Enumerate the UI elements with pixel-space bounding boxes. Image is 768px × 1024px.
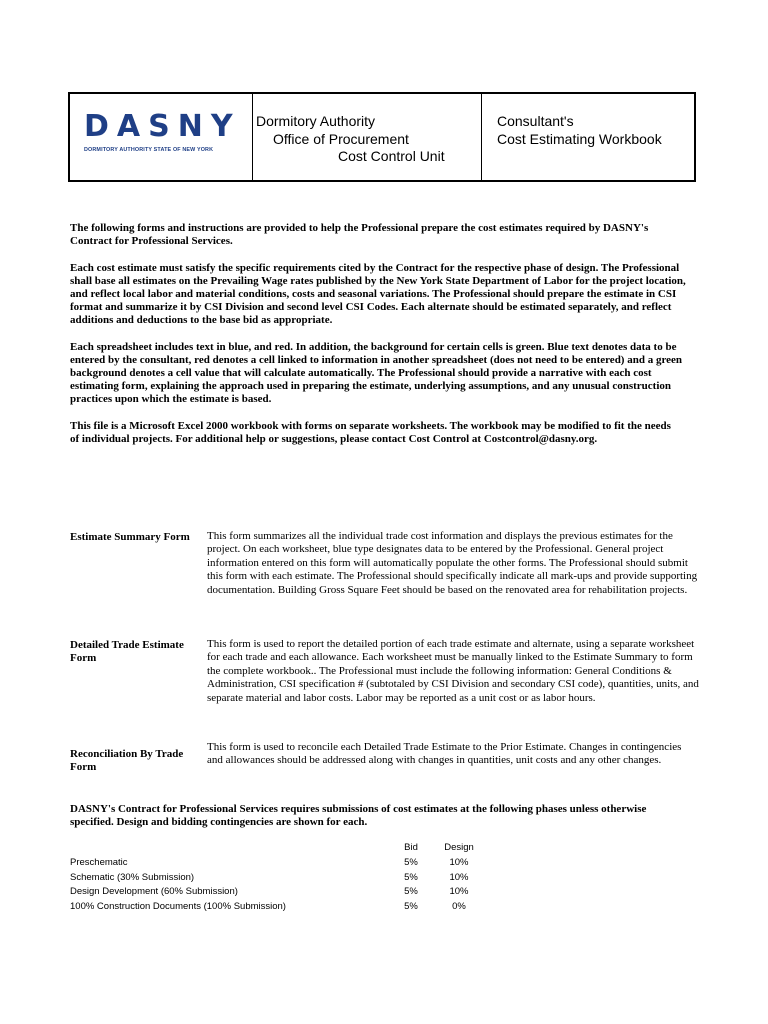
org-line-3: Cost Control Unit bbox=[338, 148, 445, 164]
intro-text-2: Each cost estimate must satisfy the specific requirements cited by the Contract for the respective phase of design. The Professional shall base all estimates on the Prevailing Wage rates published by the New York State Department of Labor for the project location, and reflect local labor and material conditions, costs and seasonal variations. The Professional should prepare the estimate in CSI format and summarize it by CSI Division and second level CSI Codes. Each alternate should be estimated separately, and reflect additions and deductions to the base bid as appropriate. bbox=[70, 262, 686, 326]
intro-paragraph-1 bbox=[70, 222, 690, 248]
phase-name: 100% Construction Documents (100% Submission) bbox=[70, 901, 286, 912]
logo-subtitle: DORMITORY AUTHORITY STATE OF NEW YORK bbox=[84, 147, 214, 153]
form-desc-detailed-trade: This form is used to report the detailed portion of each trade estimate and alternate, using a separate worksheet for each trade and each allowance. Each worksheet must be manually linked to the Estimate Summary to form the complete workbook.. The Professional must include the following information: General Conditions & Administration, CSI specification # (subtotaled by CSI Division and secondary CSI code), quantities, units, and separate material and labor costs. Labor may be reported as a unit cost or as labor hours. bbox=[207, 638, 699, 704]
phase-name: Preschematic bbox=[70, 857, 128, 868]
phase-design: 0% bbox=[452, 901, 466, 912]
intro-text-1: The following forms and instructions are provided to help the Professional prepare the cost estimates required by DASNY's Contract for Professional Services. bbox=[70, 222, 649, 247]
phases-intro bbox=[70, 803, 690, 829]
org-line-2: Office of Procurement bbox=[273, 131, 409, 147]
intro-text-4a: This file is a Microsoft Excel 2000 workbook with forms on separate worksheets. The workbook may be modified to fit the needs bbox=[70, 420, 671, 432]
column-header-bid: Bid bbox=[404, 842, 418, 853]
phase-design: 10% bbox=[449, 872, 469, 883]
intro-text-3: Each spreadsheet includes text in blue, and red. In addition, the background for certain cells is green. Blue text denotes data to be entered by the consultant, red denotes a cell linked to information in another spreadsheet (does not need to be entered) and a green background denotes a cell value that will calculate automatically. The Professional should provide a narrative with each cost estimating form, explaining the approach used in preparing the estimate, underlying assumptions, and any unusual construction practices upon which the estimate is based. bbox=[70, 341, 683, 405]
phase-bid: 5% bbox=[404, 901, 418, 912]
intro-text-4b: of individual projects. For additional help or suggestions, please contact Cost Control at Costcontrol@dasny.org. bbox=[70, 433, 598, 445]
phase-name: Schematic (30% Submission) bbox=[70, 872, 195, 883]
form-desc-estimate-summary: This form summarizes all the individual trade cost information and displays the previous estimates for the project. On each worksheet, blue type designates data to be entered by the Professional. General project information entered on this form will automatically populate the other forms. The Professional should submit this form with each estimate. The Professional should specifically indicate all mark-ups and provide supporting documentation. Building Gross Square Feet should be based on the renovated area for rehabilitation projects. bbox=[207, 530, 698, 596]
intro-paragraph-3 bbox=[70, 341, 690, 406]
phase-name: Design Development (60% Submission) bbox=[70, 886, 238, 897]
logo-cell bbox=[70, 94, 253, 180]
phase-design: 10% bbox=[449, 857, 469, 868]
column-header-design: Design bbox=[444, 842, 474, 853]
phase-row bbox=[70, 886, 490, 901]
phase-bid: 5% bbox=[404, 857, 418, 868]
header-box bbox=[68, 92, 696, 182]
form-label-detailed-trade: Detailed Trade Estimate Form bbox=[70, 639, 184, 664]
phases-intro-text: DASNY's Contract for Professional Services requires submissions of cost estimates at the following phases unless otherwise specified. Design and bidding contingencies are shown for each. bbox=[70, 803, 647, 828]
organization-cell bbox=[253, 94, 482, 180]
phase-bid: 5% bbox=[404, 872, 418, 883]
phase-row bbox=[70, 857, 490, 872]
doc-title-line-1: Consultant's bbox=[497, 113, 574, 129]
phase-bid: 5% bbox=[404, 886, 418, 897]
phases-header-row bbox=[70, 842, 490, 857]
document-title-cell bbox=[482, 94, 694, 180]
phase-row bbox=[70, 872, 490, 887]
org-line-1: Dormitory Authority bbox=[256, 113, 376, 129]
intro-paragraph-2 bbox=[70, 262, 690, 327]
intro-paragraph-4 bbox=[70, 420, 690, 446]
phase-design: 10% bbox=[449, 886, 469, 897]
form-label-reconciliation: Reconciliation By Trade Form bbox=[70, 748, 184, 773]
form-desc-reconciliation: This form is used to reconcile each Detailed Trade Estimate to the Prior Estimate. Changes in contingencies and allowances should be addressed along with changes in quantities, unit costs and any other changes. bbox=[207, 741, 682, 767]
dasny-logo: DASNY bbox=[84, 109, 241, 144]
form-label-estimate-summary: Estimate Summary Form bbox=[70, 531, 190, 543]
phase-row bbox=[70, 901, 490, 916]
doc-title-line-2: Cost Estimating Workbook bbox=[497, 131, 662, 147]
